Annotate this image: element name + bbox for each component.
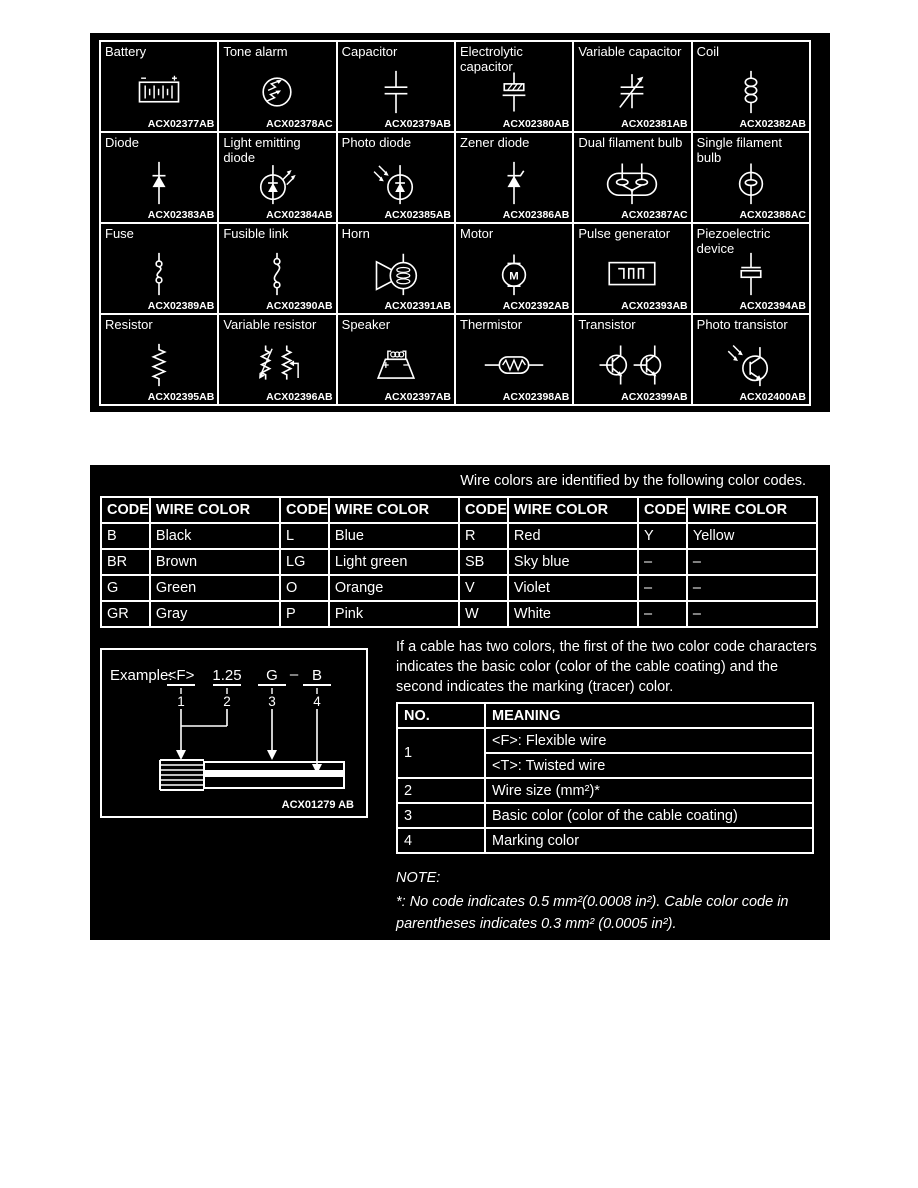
- symbol-cell-transistor: [573, 314, 691, 405]
- electrical-symbols-panel: [90, 33, 830, 412]
- symbol-cell-capacitor: [337, 41, 455, 132]
- symbol-label: Horn: [341, 226, 370, 241]
- figure-code: ACX02394AB: [739, 300, 806, 312]
- photo-transistor-icon: [701, 339, 801, 391]
- symbol-label: Capacitor: [341, 44, 398, 59]
- figure-code: ACX02393AB: [621, 300, 688, 312]
- symbol-cell-resistor: [100, 314, 218, 405]
- figure-code: ACX02381AB: [621, 118, 688, 130]
- example-number-2: 2: [223, 694, 231, 709]
- wire-color-name-cell: White: [508, 601, 638, 627]
- symbol-cell-dual-filament-bulb: [573, 132, 691, 223]
- symbol-label: Piezoelectric device: [696, 226, 771, 256]
- meaning-text-cell: Basic color (color of the cable coating): [485, 803, 813, 828]
- figure-code: ACX02385AB: [384, 209, 451, 221]
- wire-color-name-cell: Pink: [329, 601, 459, 627]
- wire-color-code-cell: –: [638, 601, 687, 627]
- note-title: NOTE:: [396, 870, 441, 886]
- example-part-marking-color: B: [311, 667, 323, 684]
- symbol-cell-thermistor: [455, 314, 573, 405]
- wire-color-code-cell: Y: [638, 523, 687, 549]
- wire-color-code-cell: B: [101, 523, 150, 549]
- zener-diode-icon: [464, 157, 564, 209]
- symbol-label: Thermistor: [460, 317, 523, 332]
- capacitor-icon: [346, 66, 446, 118]
- diode-icon: [109, 157, 209, 209]
- symbol-grid: [99, 40, 811, 406]
- wire-color-name-cell: Orange: [329, 575, 459, 601]
- symbol-label: Fuse: [105, 226, 134, 241]
- wire-color-row: [101, 601, 817, 627]
- symbol-label: Motor: [460, 226, 494, 241]
- battery-icon: [109, 66, 209, 118]
- wire-color-code-cell: P: [280, 601, 329, 627]
- tone-alarm-icon: [227, 66, 327, 118]
- note-text: *: No code indicates 0.5 mm²(0.0008 in²). Cable color code in parentheses indicates 0.3 mm² (0.0005 in²).: [396, 894, 789, 932]
- figure-code: ACX02388AC: [739, 209, 806, 221]
- wire-color-header-cell: CODE: [101, 497, 150, 523]
- figure-code: ACX02395AB: [147, 391, 215, 403]
- meaning-row: [397, 803, 813, 828]
- wire-color-name-cell: Green: [150, 575, 280, 601]
- meaning-text-cell: <T>: Twisted wire: [485, 753, 813, 778]
- note-block: [396, 867, 824, 935]
- coil-icon: [701, 66, 801, 118]
- symbol-label: Pulse generator: [578, 226, 671, 241]
- symbol-label: Light emitting diode: [223, 135, 301, 165]
- figure-code: ACX01279 AB: [281, 799, 354, 811]
- cable-stripe: [205, 770, 343, 777]
- meaning-no-cell: 4: [397, 828, 485, 853]
- symbol-label: Transistor: [578, 317, 636, 332]
- example-part-wire-size: 1.25: [212, 667, 242, 684]
- symbol-cell-photo-diode: [337, 132, 455, 223]
- figure-code: ACX02379AB: [384, 118, 451, 130]
- wire-color-code-cell: –: [638, 549, 687, 575]
- example-number-1: 1: [177, 694, 185, 709]
- figure-code: ACX02384AB: [266, 209, 333, 221]
- meaning-header-row: [397, 703, 813, 728]
- meaning-header-cell: MEANING: [485, 703, 813, 728]
- photo-diode-icon: [346, 157, 446, 209]
- symbol-cell-variable-capacitor: [573, 41, 691, 132]
- symbol-cell-variable-resistor: [218, 314, 336, 405]
- thermistor-icon: [464, 339, 564, 391]
- symbol-cell-pulse-generator: [573, 223, 691, 314]
- meaning-row: [397, 728, 813, 753]
- wire-color-header-cell: WIRE COLOR: [508, 497, 638, 523]
- figure-code: ACX02391AB: [384, 300, 451, 312]
- symbol-label: Variable capacitor: [578, 44, 682, 59]
- symbol-label: Variable resistor: [223, 317, 317, 332]
- symbol-label: Zener diode: [460, 135, 530, 150]
- symbol-label: Fusible link: [223, 226, 289, 241]
- wire-color-name-cell: Sky blue: [508, 549, 638, 575]
- wire-color-name-cell: –: [687, 549, 817, 575]
- symbol-cell-horn: [337, 223, 455, 314]
- wire-color-name-cell: Brown: [150, 549, 280, 575]
- example-separator: –: [289, 666, 299, 683]
- wire-color-name-cell: –: [687, 601, 817, 627]
- leader-lines: [181, 709, 317, 765]
- wire-color-header-cell: CODE: [459, 497, 508, 523]
- example-part-basic-color: G: [266, 667, 278, 684]
- symbol-cell-speaker: [337, 314, 455, 405]
- figure-code: ACX02378AC: [266, 118, 333, 130]
- wire-color-name-cell: Violet: [508, 575, 638, 601]
- wire-color-name-cell: Light green: [329, 549, 459, 575]
- symbol-cell-battery: [100, 41, 218, 132]
- meaning-text-cell: Wire size (mm²)*: [485, 778, 813, 803]
- variable-capacitor-icon: [582, 66, 682, 118]
- figure-code: ACX02392AB: [502, 300, 570, 312]
- wire-color-code-cell: W: [459, 601, 508, 627]
- symbol-cell-electrolytic-capacitor: [455, 41, 573, 132]
- symbol-cell-diode: [100, 132, 218, 223]
- wire-color-row: [101, 575, 817, 601]
- symbol-label: Resistor: [105, 317, 153, 332]
- symbol-cell-motor: [455, 223, 573, 314]
- resistor-icon: [109, 339, 209, 391]
- stranded-wire-end: [161, 765, 203, 785]
- wire-color-name-cell: Black: [150, 523, 280, 549]
- symbol-label: Battery: [105, 44, 147, 59]
- wire-color-header-cell: WIRE COLOR: [687, 497, 817, 523]
- wire-color-code-cell: LG: [280, 549, 329, 575]
- dual-filament-bulb-icon: [582, 157, 682, 209]
- wire-color-code-cell: O: [280, 575, 329, 601]
- meaning-row: [397, 828, 813, 853]
- cable-code-explanation: [396, 637, 824, 935]
- figure-code: ACX02399AB: [621, 391, 688, 403]
- symbol-label: Photo diode: [341, 135, 412, 150]
- symbol-label: Photo transistor: [696, 317, 788, 332]
- symbol-label: Dual filament bulb: [578, 135, 683, 150]
- wire-color-header-cell: CODE: [280, 497, 329, 523]
- figure-code: ACX02397AB: [384, 391, 451, 403]
- wire-color-code-panel: [90, 465, 830, 940]
- example-number-3: 3: [268, 694, 276, 709]
- wire-color-code-cell: SB: [459, 549, 508, 575]
- symbol-cell-tone-alarm: [218, 41, 336, 132]
- wire-color-code-cell: R: [459, 523, 508, 549]
- meaning-no-cell: 3: [397, 803, 485, 828]
- wire-color-name-cell: Blue: [329, 523, 459, 549]
- symbol-cell-fusible-link: [218, 223, 336, 314]
- single-filament-bulb-icon: [701, 157, 801, 209]
- wire-color-code-cell: L: [280, 523, 329, 549]
- symbol-label: Single filament bulb: [696, 135, 782, 165]
- wire-color-table: [100, 496, 818, 628]
- wire-color-row: [101, 549, 817, 575]
- meaning-text-cell: <F>: Flexible wire: [485, 728, 813, 753]
- figure-code: ACX02382AB: [739, 118, 806, 130]
- fuse-icon: [109, 248, 209, 300]
- piezoelectric-device-icon: [701, 248, 801, 300]
- wire-color-name-cell: Red: [508, 523, 638, 549]
- symbol-cell-zener-diode: [455, 132, 573, 223]
- wire-color-name-cell: –: [687, 575, 817, 601]
- cable-code-example-figure: [100, 648, 368, 818]
- wire-color-code-cell: –: [638, 575, 687, 601]
- two-color-cable-note: If a cable has two colors, the first of the two color code characters indicates the basic color (color of the cable coating) and the second indicates the marking (tracer) color.: [396, 639, 817, 695]
- symbol-cell-photo-transistor: [692, 314, 810, 405]
- meaning-no-cell: 2: [397, 778, 485, 803]
- symbol-label: Diode: [105, 135, 139, 150]
- meaning-no-cell: 1: [397, 728, 485, 778]
- wire-color-code-cell: V: [459, 575, 508, 601]
- horn-icon: [346, 248, 446, 300]
- symbol-cell-fuse: [100, 223, 218, 314]
- figure-code: ACX02389AB: [147, 300, 215, 312]
- cable-example-diagram: [102, 650, 366, 816]
- figure-code: ACX02387AC: [621, 209, 688, 221]
- wire-color-header-cell: WIRE COLOR: [150, 497, 280, 523]
- symbol-label: Tone alarm: [223, 44, 288, 59]
- wire-color-code-cell: BR: [101, 549, 150, 575]
- light-emitting-diode-icon: [227, 157, 327, 209]
- meaning-header-cell: NO.: [397, 703, 485, 728]
- number-ticks: [181, 688, 317, 694]
- example-number-4: 4: [313, 694, 321, 709]
- motor-icon: [464, 248, 564, 300]
- symbol-label: Coil: [696, 44, 720, 59]
- wire-color-code-cell: G: [101, 575, 150, 601]
- wire-color-header-cell: WIRE COLOR: [329, 497, 459, 523]
- figure-code: ACX02383AB: [147, 209, 215, 221]
- figure-code: ACX02398AB: [502, 391, 570, 403]
- figure-code: ACX02400AB: [739, 391, 806, 403]
- wire-color-name-cell: Gray: [150, 601, 280, 627]
- symbol-cell-single-filament-bulb: [692, 132, 810, 223]
- figure-code: ACX02380AB: [502, 118, 570, 130]
- figure-code: ACX02377AB: [147, 118, 215, 130]
- code-meaning-table: [396, 702, 814, 854]
- pulse-generator-icon: [582, 248, 682, 300]
- transistor-icon: [582, 339, 682, 391]
- speaker-icon: [346, 339, 446, 391]
- symbol-label: Electrolytic capacitor: [460, 44, 523, 74]
- symbol-cell-piezoelectric-device: [692, 223, 810, 314]
- figure-code: ACX02390AB: [266, 300, 333, 312]
- example-prefix-label: Example:: [110, 667, 173, 684]
- symbol-cell-coil: [692, 41, 810, 132]
- meaning-row: [397, 778, 813, 803]
- wire-color-header-row: [101, 497, 817, 523]
- fusible-link-icon: [227, 248, 327, 300]
- wire-color-code-cell: GR: [101, 601, 150, 627]
- wire-color-caption: Wire colors are identified by the following color codes.: [460, 473, 806, 489]
- electrolytic-capacitor-icon: [464, 66, 564, 118]
- figure-code: ACX02396AB: [266, 391, 333, 403]
- wire-color-row: [101, 523, 817, 549]
- symbol-cell-light-emitting-diode: [218, 132, 336, 223]
- figure-code: ACX02386AB: [502, 209, 570, 221]
- variable-resistor-icon: [227, 339, 327, 391]
- wire-color-name-cell: Yellow: [687, 523, 817, 549]
- example-part-flexible-code: <F>: [167, 667, 195, 684]
- meaning-text-cell: Marking color: [485, 828, 813, 853]
- svg-text:M: M: [509, 270, 519, 283]
- wire-color-header-cell: CODE: [638, 497, 687, 523]
- symbol-label: Speaker: [341, 317, 391, 332]
